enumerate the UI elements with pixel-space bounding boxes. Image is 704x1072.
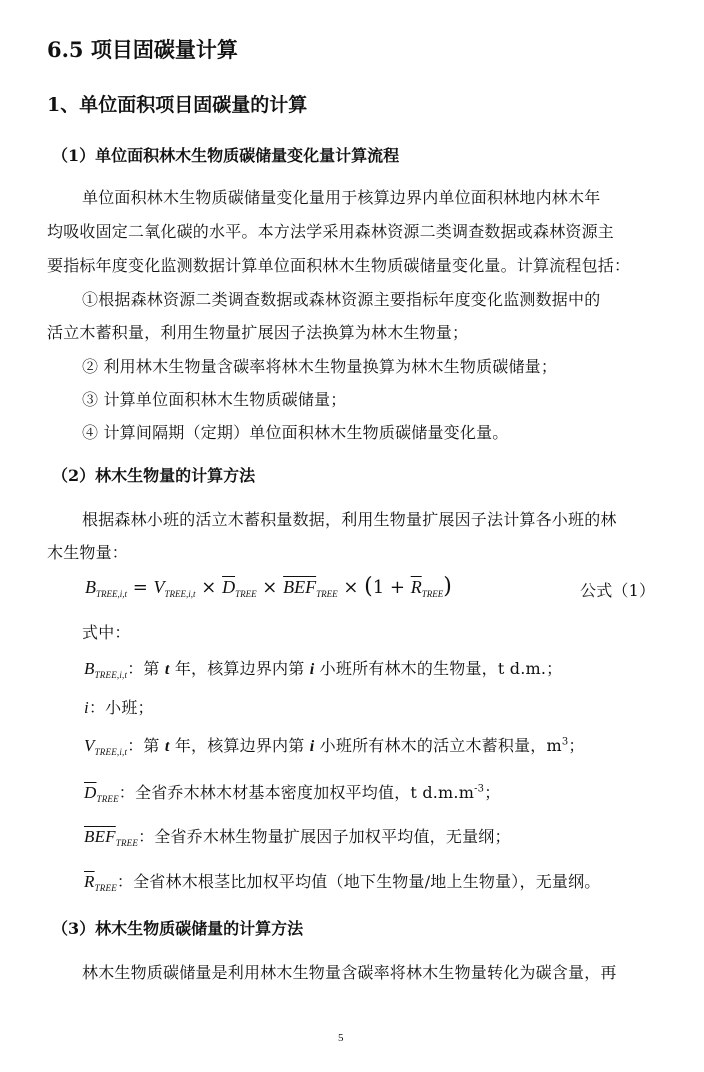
definition-i xyxy=(84,695,154,718)
formula-symbol-v: V xyxy=(153,577,165,597)
step-1-line: 活立木蓄积量，利用生物量扩展因子法换算为林木生物量； xyxy=(47,323,469,342)
formula-symbol-b: B xyxy=(85,577,96,597)
def-subscript: TREE xyxy=(115,838,139,848)
part2-heading: （2）林木生物量的计算方法 xyxy=(52,466,256,485)
definition-d xyxy=(84,780,500,804)
def-symbol: i xyxy=(84,698,89,717)
def-symbol: V xyxy=(84,736,95,755)
definition-v xyxy=(84,733,585,757)
step-4: ④ 计算间隔期（定期）单位面积林木生物质碳储量变化量。 xyxy=(82,423,509,442)
formula-subscript: TREE,i,t xyxy=(164,589,196,599)
definition-bef xyxy=(84,824,511,848)
def-text: 年，核算边界内第 xyxy=(169,736,310,755)
formula-label: 公式（1） xyxy=(580,581,656,600)
definition-r xyxy=(84,869,601,893)
part2-paragraph-line: 木生物量： xyxy=(47,543,129,562)
formula-paren: ) xyxy=(443,574,452,599)
def-subscript: TREE xyxy=(94,883,117,893)
subsection-title: 1、单位面积项目固碳量的计算 xyxy=(47,94,308,116)
formula-symbol-bef: $\overline{BEF}$ xyxy=(283,577,317,597)
def-symbol: $\overline{R}$ xyxy=(84,872,95,891)
part3-paragraph-line: 林木生物质碳储量是利用林木生物量含碳率将林木生物量转化为碳含量，再 xyxy=(82,963,617,982)
def-text: 年，核算边界内第 xyxy=(169,659,310,678)
step-3: ③ 计算单位面积林木生物质碳储量； xyxy=(82,390,347,409)
def-text: 小班所有林木的生物量，t d.m.； xyxy=(314,659,563,678)
def-superscript: 3 xyxy=(561,736,569,748)
formula-operator: 1 + xyxy=(372,577,411,598)
formula-operator: × xyxy=(337,577,365,598)
def-text: ：第 xyxy=(127,736,165,755)
formula-operator: × xyxy=(195,577,223,598)
def-symbol: B xyxy=(84,659,95,678)
where-label: 式中： xyxy=(82,623,131,642)
part1-paragraph-line: 均吸收固定二氧化碳的水平。本方法学采用森林资源二类调查数据或森林资源主 xyxy=(47,222,615,241)
formula-subscript: TREE xyxy=(316,589,338,599)
def-var: i xyxy=(309,738,315,755)
definition-b xyxy=(84,656,562,680)
def-text: ：全省林木根茎比加权平均值（地下生物量/地上生物量），无量纲。 xyxy=(116,872,601,891)
part3-heading: （3）林木生物质碳储量的计算方法 xyxy=(52,919,304,938)
part1-paragraph-line: 单位面积林木生物质碳储量变化量用于核算边界内单位面积林地内林木年 xyxy=(82,188,601,207)
formula-operator: = xyxy=(127,577,154,598)
formula-subscript: TREE xyxy=(235,589,257,599)
section-title: 6.5 项目固碳量计算 xyxy=(47,37,238,62)
def-subscript: TREE xyxy=(96,794,119,804)
formula-paren: ( xyxy=(364,574,373,599)
page-number: 5 xyxy=(338,1032,344,1044)
def-subscript: TREE,i,t xyxy=(94,670,128,680)
def-subscript: TREE,i,t xyxy=(94,747,128,757)
formula-subscript: TREE xyxy=(421,589,444,599)
formula-symbol-d: $\overline{D}$ xyxy=(222,577,236,597)
step-2: ② 利用林木生物量含碳率将林木生物量换算为林木生物质碳储量； xyxy=(82,357,558,376)
formula-subscript: TREE,i,t xyxy=(96,589,127,599)
def-superscript: -3 xyxy=(474,783,485,795)
def-text: ：全省乔木林生物量扩展因子加权平均值，无量纲； xyxy=(138,827,511,846)
step-1-line: ①根据森林资源二类调查数据或森林资源主要指标年度变化监测数据中的 xyxy=(82,290,601,309)
def-text: ：小班； xyxy=(88,698,154,717)
def-text: ； xyxy=(484,783,501,802)
formula-1 xyxy=(85,574,452,599)
part1-heading: （1）单位面积林木生物质碳储量变化量计算流程 xyxy=(52,146,400,165)
def-text: ：全省乔木林木材基本密度加权平均值，t d.m.m xyxy=(118,783,475,802)
formula-symbol-r: $\overline{R}$ xyxy=(410,577,422,597)
def-text: 小班所有林木的活立木蓄积量，m xyxy=(314,736,562,755)
def-text: ； xyxy=(568,736,585,755)
def-var: i xyxy=(309,661,315,678)
formula-operator: × xyxy=(256,577,284,598)
def-symbol: $\overline{D}$ xyxy=(84,783,97,802)
part1-paragraph-line: 要指标年度变化监测数据计算单位面积林木生物质碳储量变化量。计算流程包括： xyxy=(47,256,631,275)
def-symbol: $\overline{BEF}$ xyxy=(84,827,116,846)
def-text: ：第 xyxy=(127,659,165,678)
part2-paragraph-line: 根据森林小班的活立木蓄积量数据，利用生物量扩展因子法计算各小班的林 xyxy=(82,510,617,529)
def-var: t xyxy=(164,661,170,678)
def-var: t xyxy=(164,738,170,755)
